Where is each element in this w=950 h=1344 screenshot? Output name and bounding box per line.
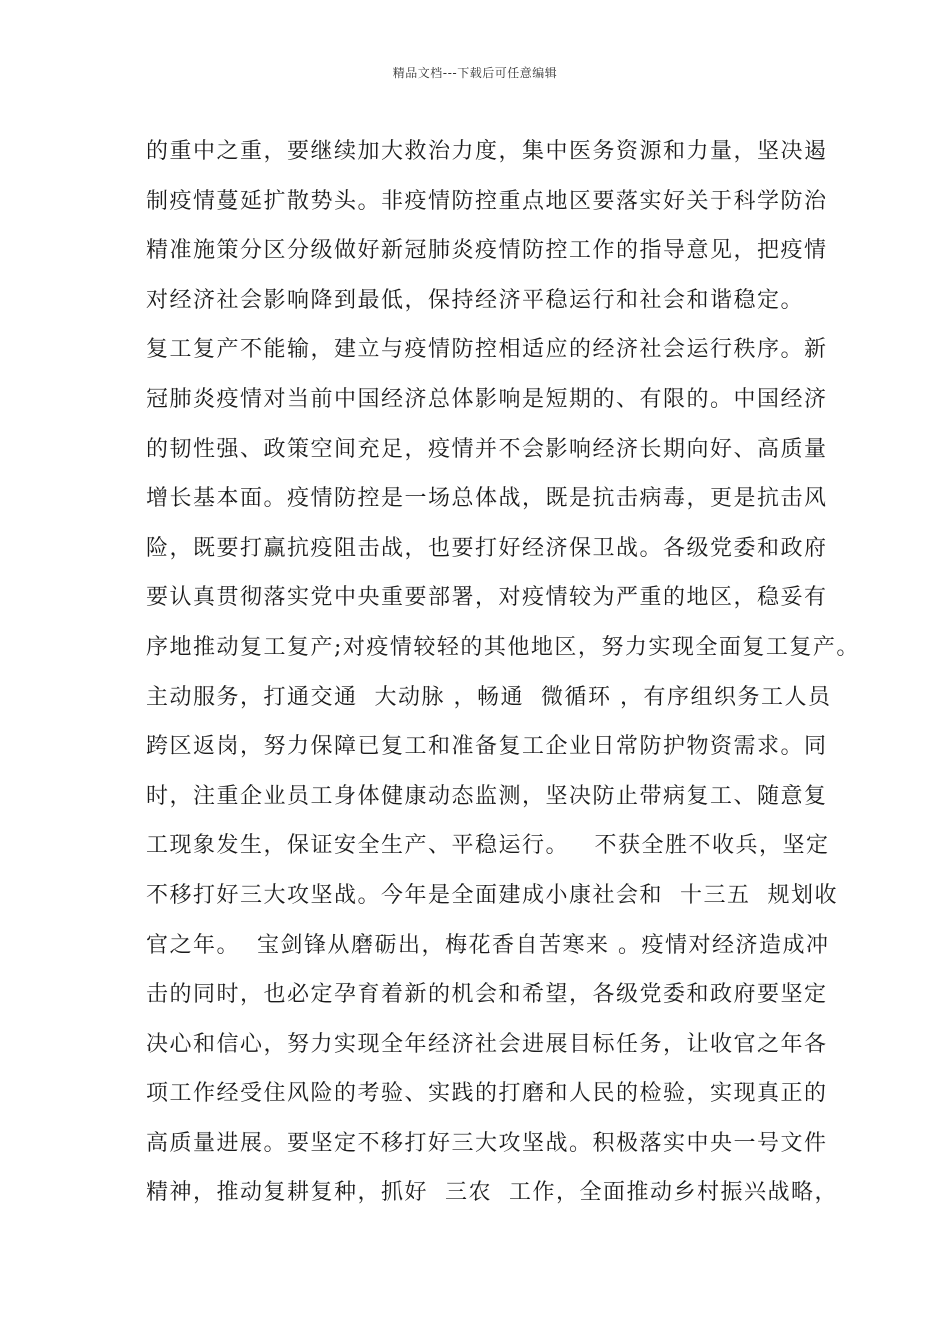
text-line: 险，既要打赢抗疫阻击战，也要打好经济保卫战。各级党委和政府 xyxy=(146,535,828,561)
text-line: 不移打好三大攻坚战。今年是全面建成小康社会和 十三五 规划收 xyxy=(146,882,838,908)
text-line: 复工复产不能输，建立与疫情防控相适应的经济社会运行秩序。新 xyxy=(146,337,828,363)
text-line: 制疫情蔓延扩散势头。非疫情防控重点地区要落实好关于科学防治 xyxy=(146,188,828,214)
text-line: 工现象发生，保证安全生产、平稳运行。 不获全胜不收兵，坚定 xyxy=(146,833,830,859)
text-line: 时，注重企业员工身体健康动态监测，坚决防止带病复工、随意复 xyxy=(146,783,828,809)
text-line: 的重中之重，要继续加大救治力度，集中医务资源和力量，坚决遏 xyxy=(146,139,828,164)
text-line: 对经济社会影响降到最低，保持经济平稳运行和社会和谐稳定。 xyxy=(146,287,805,313)
text-line: 官之年。 宝剑锋从磨砺出，梅花香自苦寒来 。疫情对经济造成冲 xyxy=(146,932,830,958)
text-line: 精准施策分区分级做好新冠肺炎疫情防控工作的指导意见，把疫情 xyxy=(146,238,828,264)
page-header: 精品文档---下载后可任意编辑 xyxy=(392,66,558,80)
text-line: 增长基本面。疫情防控是一场总体战，既是抗击病毒，更是抗击风 xyxy=(146,486,828,512)
text-line: 精神，推动复耕复种，抓好 三农 工作，全面推动乡村振兴战略， xyxy=(146,1180,838,1206)
text-line: 跨区返岗，努力保障已复工和准备复工企业日常防护物资需求。同 xyxy=(146,734,828,760)
text-line: 高质量进展。要坚定不移打好三大攻坚战。积极落实中央一号文件 xyxy=(146,1130,828,1156)
text-line: 击的同时，也必定孕育着新的机会和希望，各级党委和政府要坚定 xyxy=(146,982,828,1008)
text-line: 项工作经受住风险的考验、实践的打磨和人民的检验，实现真正的 xyxy=(146,1081,828,1107)
text-line: 的韧性强、政策空间充足，疫情并不会影响经济长期向好、高质量 xyxy=(146,436,828,462)
text-line: 主动服务，打通交通 大动脉 ，畅通 微循环 ，有序组织务工人员 xyxy=(146,684,832,710)
text-line: 序地推动复工复产;对疫情较轻的其他地区，努力实现全面复工复产。 xyxy=(146,634,860,660)
text-line: 决心和信心，努力实现全年经济社会进展目标任务，让收官之年各 xyxy=(146,1031,828,1057)
body-text xyxy=(146,132,860,1223)
text-line: 冠肺炎疫情对当前中国经济总体影响是短期的、有限的。中国经济 xyxy=(146,386,828,412)
text-line: 要认真贯彻落实党中央重要部署，对疫情较为严重的地区，稳妥有 xyxy=(146,585,828,611)
